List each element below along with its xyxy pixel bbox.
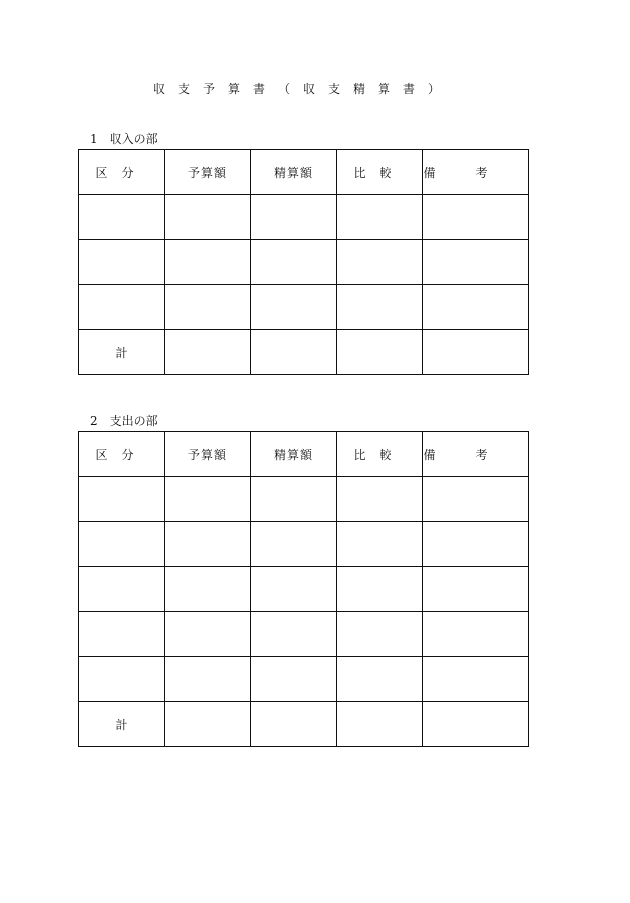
table-cell[interactable] <box>423 657 529 702</box>
expense-table <box>78 431 529 747</box>
table-cell[interactable] <box>337 612 423 657</box>
table-cell[interactable] <box>251 330 337 375</box>
header-category: 区分 <box>79 432 165 477</box>
table-row <box>79 240 529 285</box>
table-cell[interactable] <box>79 567 165 612</box>
header-comparison: 比較 <box>337 150 423 195</box>
table-row <box>79 612 529 657</box>
table-cell[interactable] <box>423 240 529 285</box>
expense-header-row <box>79 432 529 477</box>
table-cell[interactable] <box>337 477 423 522</box>
header-category: 区分 <box>79 150 165 195</box>
table-cell[interactable] <box>79 195 165 240</box>
table-cell[interactable] <box>423 612 529 657</box>
table-row <box>79 657 529 702</box>
income-section-label: 収入の部 <box>109 132 158 146</box>
income-section-heading <box>90 130 158 147</box>
table-cell[interactable] <box>251 522 337 567</box>
income-total-label: 計 <box>79 330 165 375</box>
table-cell[interactable] <box>337 195 423 240</box>
income-total-row <box>79 330 529 375</box>
table-cell[interactable] <box>423 195 529 240</box>
income-header-row <box>79 150 529 195</box>
expense-section-number: 2 <box>90 414 98 428</box>
table-cell[interactable] <box>165 657 251 702</box>
table-cell[interactable] <box>165 567 251 612</box>
table-cell[interactable] <box>79 522 165 567</box>
table-row <box>79 285 529 330</box>
header-budget: 予算額 <box>165 432 251 477</box>
table-cell[interactable] <box>165 195 251 240</box>
expense-total-row <box>79 702 529 747</box>
table-cell[interactable] <box>251 657 337 702</box>
table-cell[interactable] <box>165 612 251 657</box>
table-cell[interactable] <box>337 330 423 375</box>
table-cell[interactable] <box>251 477 337 522</box>
table-cell[interactable] <box>423 477 529 522</box>
table-cell[interactable] <box>165 285 251 330</box>
table-cell[interactable] <box>251 612 337 657</box>
table-cell[interactable] <box>79 657 165 702</box>
income-section-number: 1 <box>90 132 98 146</box>
header-remarks: 備考 <box>423 150 529 195</box>
table-cell[interactable] <box>337 522 423 567</box>
table-cell[interactable] <box>423 330 529 375</box>
table-cell[interactable] <box>251 195 337 240</box>
table-cell[interactable] <box>423 702 529 747</box>
table-cell[interactable] <box>251 702 337 747</box>
table-cell[interactable] <box>251 567 337 612</box>
table-cell[interactable] <box>337 702 423 747</box>
table-row <box>79 522 529 567</box>
table-cell[interactable] <box>165 330 251 375</box>
table-cell[interactable] <box>251 240 337 285</box>
table-cell[interactable] <box>165 522 251 567</box>
table-cell[interactable] <box>79 612 165 657</box>
table-cell[interactable] <box>251 285 337 330</box>
table-row <box>79 567 529 612</box>
table-cell[interactable] <box>423 522 529 567</box>
table-cell[interactable] <box>79 477 165 522</box>
header-settlement: 精算額 <box>251 150 337 195</box>
table-cell[interactable] <box>337 285 423 330</box>
expense-total-label: 計 <box>79 702 165 747</box>
table-row <box>79 477 529 522</box>
table-cell[interactable] <box>79 285 165 330</box>
header-remarks: 備考 <box>423 432 529 477</box>
expense-section-label: 支出の部 <box>109 414 158 428</box>
document-title: 収支予算書（収支精算書） <box>152 82 453 96</box>
table-cell[interactable] <box>337 567 423 612</box>
header-comparison: 比較 <box>337 432 423 477</box>
table-cell[interactable] <box>165 240 251 285</box>
header-budget: 予算額 <box>165 150 251 195</box>
income-table <box>78 149 529 375</box>
table-cell[interactable] <box>423 285 529 330</box>
table-cell[interactable] <box>337 657 423 702</box>
table-cell[interactable] <box>165 477 251 522</box>
table-cell[interactable] <box>337 240 423 285</box>
expense-section-heading <box>90 412 158 429</box>
table-row <box>79 195 529 240</box>
table-cell[interactable] <box>165 702 251 747</box>
table-cell[interactable] <box>79 240 165 285</box>
header-settlement: 精算額 <box>251 432 337 477</box>
table-cell[interactable] <box>423 567 529 612</box>
